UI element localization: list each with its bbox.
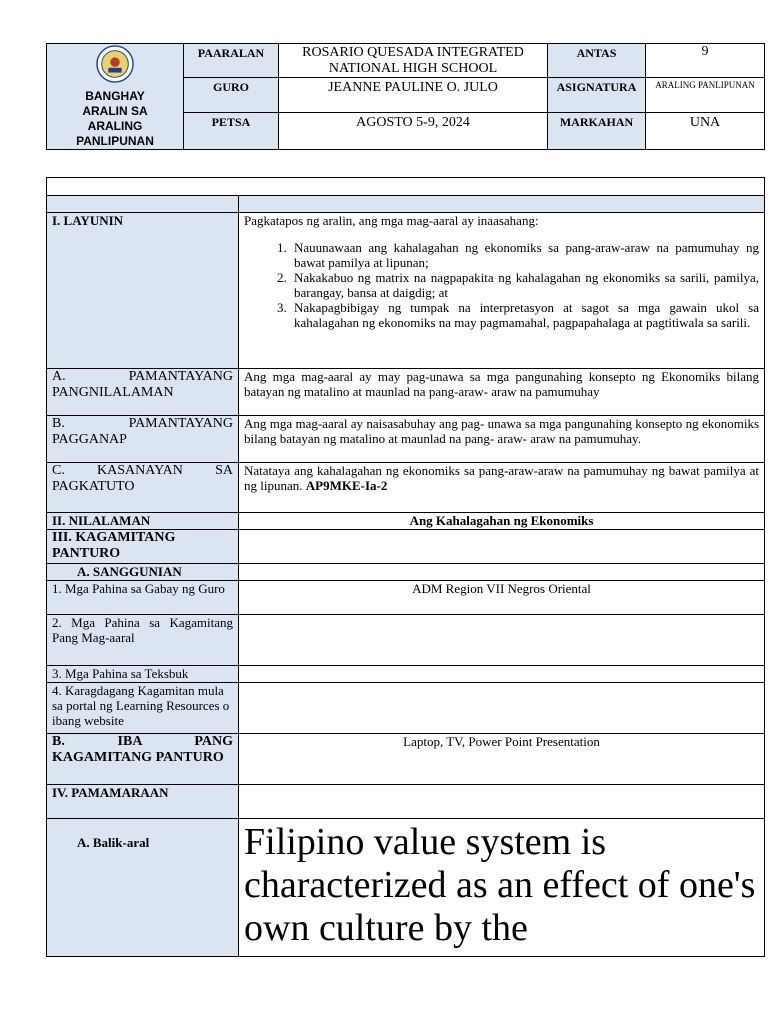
logo-title-line: BANGHAY (85, 88, 145, 103)
balik-aral-text: Filipino value system is characterized as an effect of one's own culture by the (239, 819, 765, 957)
petsa-label: PETSA (184, 113, 279, 150)
paaralan-label: PAARALAN (184, 44, 279, 78)
nilalaman-value: Ang Kahalagahan ng Ekonomiks (239, 513, 765, 530)
markahan-label: MARKAHAN (548, 113, 646, 150)
kasanayan-content (239, 463, 765, 513)
deped-seal-icon (96, 45, 134, 83)
petsa-value: AGOSTO 5-9, 2024 (279, 113, 548, 150)
kagamitan-value (239, 530, 765, 564)
karagdagang-label: 4. Karagdagang Kagamitan mula sa portal ng Learning Resources o ibang website (47, 683, 239, 734)
lesson-plan-table (46, 177, 765, 957)
karagdagang-value (239, 683, 765, 734)
markahan-value: UNA (646, 113, 765, 150)
antas-value: 9 (646, 44, 765, 78)
sanggunian-label: A. SANGGUNIAN (47, 564, 239, 581)
layunin-label: I. LAYUNIN (47, 213, 239, 369)
balik-aral-label: A. Balik-aral (47, 819, 239, 957)
objective-item: 3. Nakapagbibigay ng tumpak na interpretasyon at sagot sa mga gawain ukol sa kahalagahan ng ekonomiks na may pagmamahal, pagpapahalaga at pagtitiwala sa sarili. (290, 300, 759, 330)
objective-item: 1. Nauunawaan ang kahalagahan ng ekonomiks sa pang-araw-araw na pamumuhay ng bawat pamilya at lipunan; (290, 240, 759, 270)
pangnilalaman-text: Ang mga mag-aaral ay may pag-unawa sa mga pangunahing konsepto ng Ekonomiks bilang batayan ng matalino at maunlad na pang-araw- araw na pamumuhay (239, 369, 765, 416)
blank-row (47, 178, 765, 196)
layunin-content (239, 213, 765, 369)
blank-cell (239, 196, 765, 213)
mag-aaral-label: 2. Mga Pahina sa Kagamitang Pang Mag-aaral (47, 615, 239, 666)
mag-aaral-value (239, 615, 765, 666)
kasanayan-label: C. KASANAYAN SA PAGKATUTO (47, 463, 239, 513)
pamamaraan-value (239, 785, 765, 819)
teksbuk-value (239, 666, 765, 683)
asignatura-value: ARALING PANLIPUNAN (646, 78, 765, 113)
pangnilalaman-label: A. PAMANTAYANG PANGNILALAMAN (47, 369, 239, 416)
pagganap-label: B. PAMANTAYANG PAGGANAP (47, 416, 239, 463)
competency-code: AP9MKE-Ia-2 (305, 478, 388, 493)
iba-pang-value: Laptop, TV, Power Point Presentation (239, 734, 765, 785)
logo-title-line: ARALING (87, 118, 143, 133)
gabay-value: ADM Region VII Negros Oriental (239, 581, 765, 615)
objective-item: 2. Nakakabuo ng matrix na nagpapakita ng kahalagahan ng ekonomiks sa sarili, pamilya, barangay, bansa at daigdig; at (290, 270, 759, 300)
nilalaman-label: II. NILALAMAN (47, 513, 239, 530)
gabay-label: 1. Mga Pahina sa Gabay ng Guro (47, 581, 239, 615)
iba-pang-label: B. IBA PANG KAGAMITANG PANTURO (47, 734, 239, 785)
antas-label: ANTAS (548, 44, 646, 78)
objectives-list (244, 240, 759, 330)
logo-title-line: PANLIPUNAN (76, 133, 154, 148)
teksbuk-label: 3. Mga Pahina sa Teksbuk (47, 666, 239, 683)
logo-cell (47, 44, 184, 150)
guro-label: GURO (184, 78, 279, 113)
pagganap-text: Ang mga mag-aaral ay naisasabuhay ang pag- unawa sa mga pangunahing konsepto ng ekonomiks bilang batayan ng matalino at maunlad na pang- araw- araw na pamumuhay. (239, 416, 765, 463)
header-table (46, 43, 765, 150)
logo-title-line: ARALIN SA (82, 103, 148, 118)
layunin-intro: Pagkatapos ng aralin, ang mga mag-aaral ay inaasahang: (244, 213, 539, 228)
kasanayan-text: Natataya ang kahalagahan ng ekonomiks sa pang-araw-araw na pamumuhay ng bawat pamilya at ng lipunan. (244, 463, 759, 493)
sanggunian-value (239, 564, 765, 581)
blank-cell (47, 196, 239, 213)
paaralan-value: ROSARIO QUESADA INTEGRATED NATIONAL HIGH SCHOOL (279, 44, 548, 78)
asignatura-label: ASIGNATURA (548, 78, 646, 113)
pamamaraan-label: IV. PAMAMARAAN (47, 785, 239, 819)
guro-value: JEANNE PAULINE O. JULO (279, 78, 548, 113)
kagamitan-label: III. KAGAMITANG PANTURO (47, 530, 239, 564)
